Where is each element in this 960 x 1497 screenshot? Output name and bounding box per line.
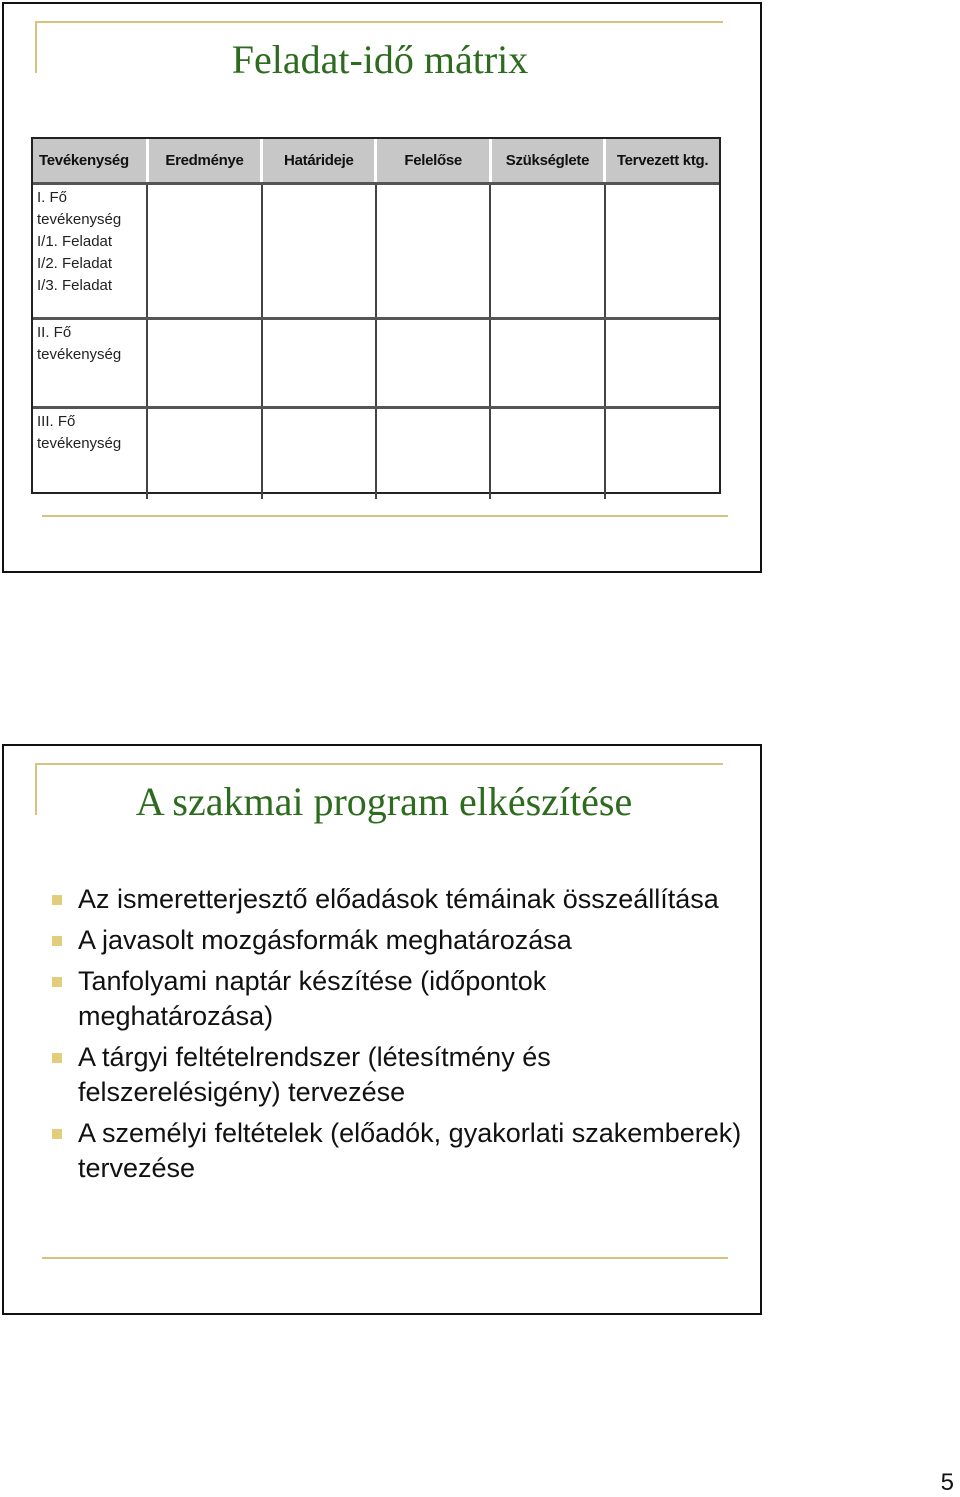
page-number: 5 [940, 1469, 954, 1496]
square-bullet-icon [52, 1053, 62, 1063]
slide-feladat-ido-matrix [2, 2, 762, 573]
header-tevekenyseg: Tevékenység [33, 139, 147, 184]
decor-line-bottom [42, 1257, 728, 1259]
slide-title: Feladat-idő mátrix [231, 37, 529, 82]
list-item: A tárgyi feltételrendszer (létesítmény és felszerelésigény) tervezése [52, 1040, 742, 1110]
empty-cell [147, 408, 261, 500]
square-bullet-icon [52, 895, 62, 905]
empty-cell [605, 408, 719, 500]
decor-line-top [35, 21, 723, 23]
header-hatarideje: Határideje [262, 139, 376, 184]
bullet-list [52, 882, 742, 1192]
square-bullet-icon [52, 977, 62, 987]
table-row [33, 184, 719, 319]
header-tervezett-ktg: Tervezett ktg. [605, 139, 719, 184]
list-item: Az ismeretterjesztő előadások témáinak összeállítása [52, 882, 742, 917]
list-item: A javasolt mozgásformák meghatározása [52, 923, 742, 958]
row-label: I. Fő tevékenység I/1. Feladat I/2. Feladat I/3. Feladat [33, 184, 147, 319]
decor-line-top [35, 763, 723, 765]
empty-cell [262, 408, 376, 500]
empty-cell [490, 408, 604, 500]
square-bullet-icon [52, 1129, 62, 1139]
empty-cell [605, 319, 719, 408]
empty-cell [262, 184, 376, 319]
empty-cell [147, 184, 261, 319]
header-eredmenye: Eredménye [147, 139, 261, 184]
empty-cell [376, 319, 490, 408]
empty-cell [262, 319, 376, 408]
table-row [33, 408, 719, 500]
empty-cell [490, 184, 604, 319]
decor-line-bottom [42, 515, 728, 517]
empty-cell [147, 319, 261, 408]
list-item: A személyi feltételek (előadók, gyakorlati szakemberek) tervezése [52, 1116, 742, 1186]
header-felelose: Felelőse [376, 139, 490, 184]
empty-cell [376, 184, 490, 319]
task-time-matrix [31, 137, 721, 494]
slide-szakmai-program [2, 744, 762, 1315]
table-row [33, 319, 719, 408]
empty-cell [490, 319, 604, 408]
slide-title: A szakmai program elkészítése [135, 779, 633, 824]
square-bullet-icon [52, 936, 62, 946]
list-item: Tanfolyami naptár készítése (időpontok meghatározása) [52, 964, 742, 1034]
row-label: II. Fő tevékenység [33, 319, 147, 408]
row-label: III. Fő tevékenység [33, 408, 147, 500]
empty-cell [605, 184, 719, 319]
empty-cell [376, 408, 490, 500]
header-szukseglete: Szükséglete [490, 139, 604, 184]
